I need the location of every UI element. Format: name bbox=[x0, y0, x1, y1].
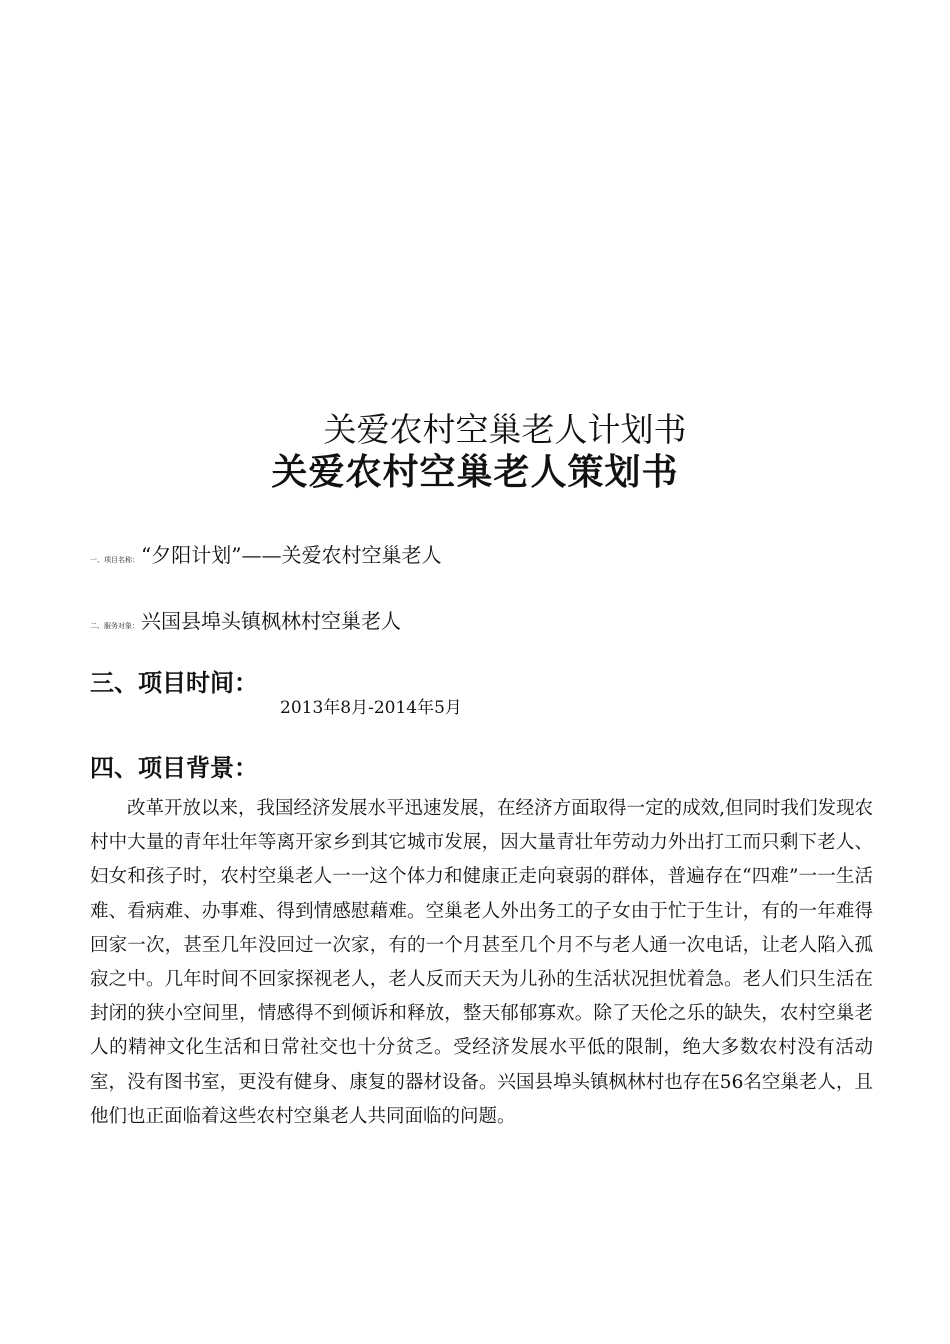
project-name-row bbox=[90, 540, 441, 570]
project-name-value: “夕阳计划”——关爱农村空巢老人 bbox=[141, 543, 442, 567]
project-background-paragraph: 改革开放以来，我国经济发展水平迅速发展，在经济方面取得一定的成效,但同时我们发现农村中大量的青年壮年等离开家乡到其它城市发展，因大量青壮年劳动力外出打工而只剩下老人、妇女和孩子时，农村空巢老人一一这个体力和健康正走向衰弱的群体，普遍存在“四难”一一生活难、看病难、办事难、得到情感慰藉难。空巢老人外出务工的子女由于忙于生计，有的一年难得回家一次，甚至几年没回过一次家，有的一个月甚至几个月不与老人通一次电话，让老人陷入孤寂之中。几年时间不回家探视老人，老人反而天天为儿孙的生活状况担忧着急。老人们只生活在封闭的狭小空间里，情感得不到倾诉和释放，整天郁郁寡欢。除了天伦之乐的缺失，农村空巢老人的精神文化生活和日常社交也十分贫乏。受经济发展水平低的限制，绝大多数农村没有活动室，没有图书室，更没有健身、康复的器材设备。兴国县埠头镇枫林村也存在56名空巢老人，且他们也正面临着这些农村空巢老人共同面临的问题。 bbox=[90, 798, 873, 1127]
service-target-value: 兴国县埠头镇枫林村空巢老人 bbox=[141, 609, 401, 633]
document-title-plan: 关爱农村空巢老人计划书 bbox=[323, 410, 687, 449]
project-background-heading: 四、项目背景： bbox=[90, 754, 258, 782]
project-name-label: 一、项目名称： bbox=[90, 556, 139, 564]
project-time-heading: 三、项目时间： bbox=[90, 669, 258, 697]
service-target-row bbox=[90, 606, 401, 636]
project-time-value: 2013年8月-2014年5月 bbox=[280, 698, 462, 718]
service-target-label: 二、服务对象： bbox=[90, 622, 139, 630]
document-title-proposal: 关爱农村空巢老人策划书 bbox=[271, 452, 679, 493]
